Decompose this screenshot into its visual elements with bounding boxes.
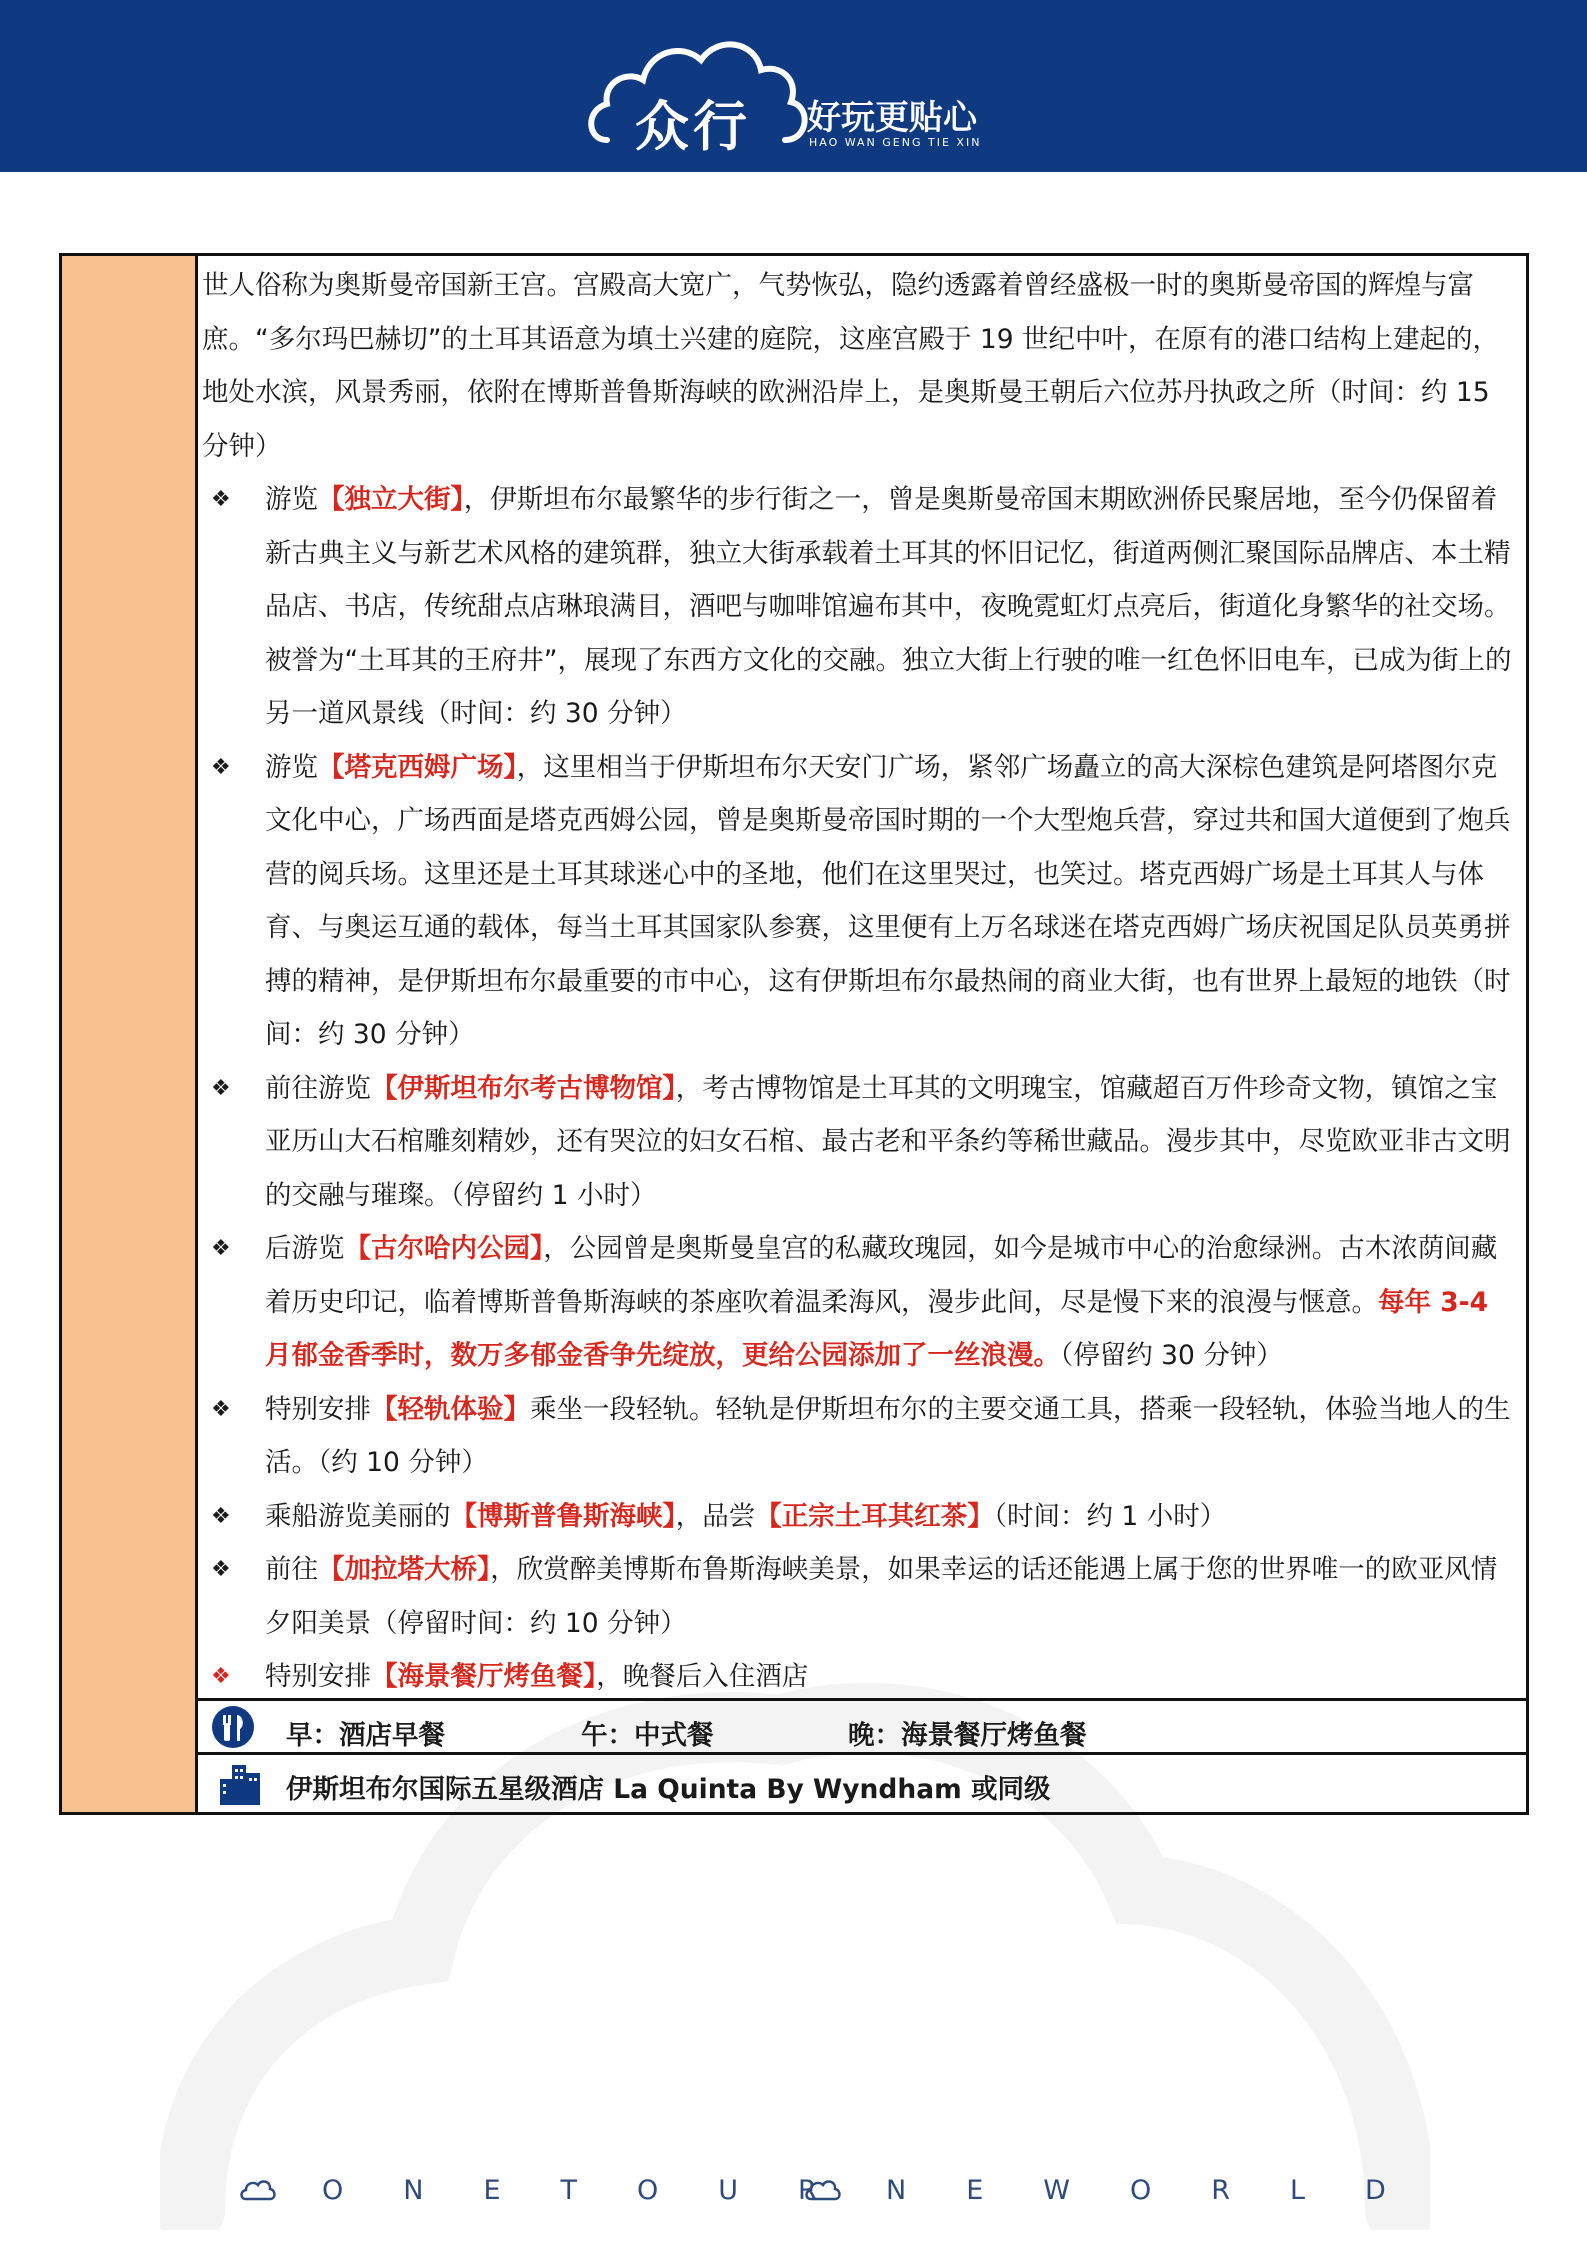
highlight-attraction: 【独立大街】 bbox=[318, 484, 464, 515]
logo-main-text: 众行 bbox=[635, 95, 751, 158]
list-item: ❖ 乘船游览美丽的【博斯普鲁斯海峡】，品尝【正宗土耳其红茶】（时间：约 1 小时） bbox=[202, 1490, 1515, 1544]
day-column bbox=[62, 256, 198, 1812]
diamond-bullet-icon: ❖ bbox=[211, 1075, 231, 1101]
list-item: ❖ 后游览【古尔哈内公园】，公园曾是奥斯曼皇宫的私藏玫瑰园，如今是城市中心的治愈绿洲。古木浓荫间藏着历史印记，临着博斯普鲁斯海峡的茶座吹着温柔海风，漫步此间，尽是慢下来的浪漫与惬意。每年 3-4 月郁金香季时，数万多郁金香争先绽放，更给公园添加了一丝浪漫。（停留约 30 分钟） bbox=[202, 1222, 1515, 1383]
list-item: ❖ 前往游览【伊斯坦布尔考古博物馆】，考古博物馆是土耳其的文明瑰宝，馆藏超百万件珍奇文物，镇馆之宝亚历山大石棺雕刻精妙，还有哭泣的妇女石棺、最古老和平条约等稀世藏品。漫步其中，尽览欧亚非古文明的交融与璀璨。（停留约 1 小时） bbox=[202, 1062, 1515, 1223]
lunch-text: 午：中式餐 bbox=[581, 1720, 714, 1751]
list-item: ❖ 特别安排【轻轨体验】乘坐一段轻轨。轻轨是伊斯坦布尔的主要交通工具，搭乘一段轻轨，体验当地人的生活。（约 10 分钟） bbox=[202, 1383, 1515, 1490]
highlight-tea: 【正宗土耳其红茶】 bbox=[755, 1500, 994, 1532]
diamond-bullet-icon: ❖ bbox=[211, 1396, 231, 1422]
highlight-attraction: 【海景餐厅烤鱼餐】 bbox=[371, 1661, 597, 1692]
hotel-building-icon bbox=[218, 1763, 264, 1805]
header-bar bbox=[0, 0, 1587, 172]
list-item: ❖ 游览【塔克西姆广场】，这里相当于伊斯坦布尔天安门广场，紧邻广场矗立的高大深棕色建筑是阿塔图尔克文化中心，广场西面是塔克西姆公园，曾是奥斯曼帝国时期的一个大型炮兵营，穿过共和国大道便到了炮兵营的阅兵场。这里还是土耳其球迷心中的圣地，他们在这里哭过，也笑过。塔克西姆广场是土耳其人与体育、与奥运互通的载体，每当土耳其国家队参赛，这里便有上万名球迷在塔克西姆广场庆祝国足队员英勇拼搏的精神，是伊斯坦布尔最重要的市中心，这有伊斯坦布尔最热闹的商业大街，也有世界上最短的地铁（时间：约 30 分钟） bbox=[202, 741, 1515, 1062]
brand-logo bbox=[585, 30, 1005, 158]
highlight-attraction: 【轻轨体验】 bbox=[371, 1393, 530, 1425]
itinerary-content bbox=[202, 259, 1515, 1704]
highlight-attraction: 【加拉塔大桥】 bbox=[318, 1554, 491, 1585]
breakfast-text: 早：酒店早餐 bbox=[286, 1720, 445, 1751]
footer bbox=[0, 2165, 1587, 2215]
hotel-name: 伊斯坦布尔国际五星级酒店 La Quinta By Wyndham 或同级 bbox=[286, 1774, 1051, 1805]
hotel-row bbox=[196, 1755, 1526, 1813]
highlight-attraction: 【古尔哈内公园】 bbox=[344, 1233, 544, 1264]
footer-left-text: ONETOUR bbox=[322, 2175, 877, 2206]
list-item: ❖ 游览【独立大街】，伊斯坦布尔最繁华的步行街之一，曾是奥斯曼帝国末期欧洲侨民聚居地，至今仍保留着新古典主义与新艺术风格的建筑群，独立大街承载着土耳其的怀旧记忆，街道两侧汇聚国际品牌店、本土精品店、书店，传统甜点店琳琅满目，酒吧与咖啡馆遍布其中，夜晚霓虹灯点亮后，街道化身繁华的社交场。被誉为“土耳其的王府井”，展现了东西方文化的交融。独立大街上行驶的唯一红色怀旧电车，已成为街上的另一道风景线（时间：约 30 分钟） bbox=[202, 473, 1515, 741]
diamond-bullet-icon: ❖ bbox=[211, 1664, 231, 1689]
diamond-bullet-icon: ❖ bbox=[211, 1557, 231, 1582]
footer-right-text: NEWORLD bbox=[886, 2175, 1446, 2206]
logo-slogan-pinyin: HAO WAN GENG TIE XIN bbox=[809, 136, 982, 149]
logo-slogan: 好玩更贴心 bbox=[807, 98, 977, 138]
diamond-bullet-icon: ❖ bbox=[211, 1236, 231, 1261]
cloud-icon bbox=[240, 2177, 276, 2201]
list-item: ❖ 前往【加拉塔大桥】，欣赏醉美博斯布鲁斯海峡美景，如果幸运的话还能遇上属于您的世界唯一的欧亚风情夕阳美景（停留时间：约 10 分钟） bbox=[202, 1543, 1515, 1650]
diamond-bullet-icon: ❖ bbox=[211, 487, 231, 512]
utensils-icon bbox=[210, 1705, 256, 1749]
highlight-attraction: 【博斯普鲁斯海峡】 bbox=[450, 1500, 676, 1532]
diamond-bullet-icon: ❖ bbox=[211, 1503, 231, 1529]
dinner-text: 晚：海景餐厅烤鱼餐 bbox=[848, 1720, 1087, 1751]
highlight-tulip-note: 每年 3-4 月郁金香季时，数万多郁金香争先绽放，更给公园添加了一丝浪漫。 bbox=[265, 1286, 1489, 1371]
list-item: ❖ 特别安排【海景餐厅烤鱼餐】，晚餐后入住酒店 bbox=[202, 1650, 1515, 1704]
highlight-attraction: 【伊斯坦布尔考古博物馆】 bbox=[371, 1072, 676, 1104]
intro-paragraph: 世人俗称为奥斯曼帝国新王宫。宫殿高大宽广，气势恢弘，隐约透露着曾经盛极一时的奥斯曼帝国的辉煌与富庶。“多尔玛巴赫切”的土耳其语意为填土兴建的庭院，这座宫殿于 19 世纪中叶，在原有的港口结构上建起的，地处水滨，风景秀丽，依附在博斯普鲁斯海峡的欧洲沿岸上，是奥斯曼王朝后六位苏丹执政之所（时间：约 15 分钟） bbox=[202, 270, 1500, 462]
cloud-icon bbox=[805, 2177, 841, 2201]
diamond-bullet-icon: ❖ bbox=[211, 754, 231, 780]
highlight-attraction: 【塔克西姆广场】 bbox=[318, 751, 517, 783]
meals-row bbox=[196, 1698, 1526, 1755]
